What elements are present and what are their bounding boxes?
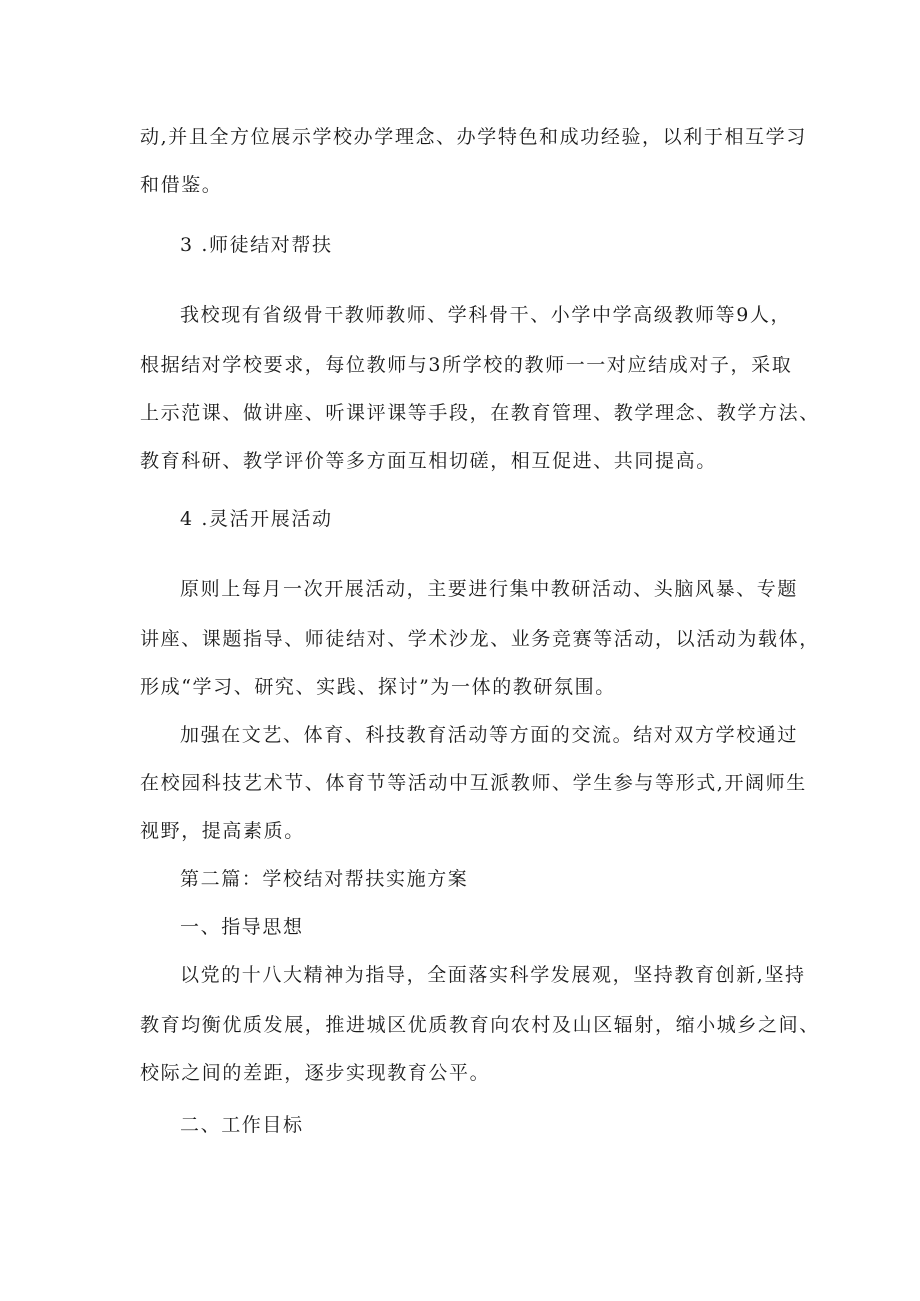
paragraph-line: 形成“学习、研究、实践、探讨”为一体的教研氛围。: [140, 676, 616, 698]
paragraph-line: 教育均衡优质发展，推进城区优质教育向农村及山区辐射，缩小城乡之间、: [140, 1014, 820, 1036]
section-title: 第二篇：学校结对帮扶实施方案: [180, 868, 469, 890]
paragraph-line: 原则上每月一次开展活动，主要进行集中教研活动、头脑风暴、专题: [180, 578, 799, 600]
paragraph-line: 加强在文艺、体育、科技教育活动等方面的交流。结对双方学校通过: [180, 724, 799, 746]
paragraph-line: 和借鉴。: [140, 174, 223, 196]
section-heading-work-goals: 二、工作目标: [180, 1114, 304, 1136]
paragraph-line: 视野，提高素质。: [140, 820, 305, 842]
paragraph-line: 根据结对学校要求，每位教师与3所学校的教师一一对应结成对子，采取: [140, 354, 793, 376]
paragraph-line: 教育科研、教学评价等多方面互相切磋，相互促进、共同提高。: [140, 450, 717, 472]
paragraph-line: 校际之间的差距，逐步实现教育公平。: [140, 1062, 491, 1084]
paragraph-line: 上示范课、做讲座、听课评课等手段，在教育管理、教学理念、教学方法、: [140, 402, 820, 424]
paragraph-line: 在校园科技艺术节、体育节等活动中互派教师、学生参与等形式,开阔师生: [140, 772, 807, 794]
subheading-3: 3 .师徒结对帮扶: [180, 234, 333, 256]
paragraph-line: 以党的十八大精神为指导，全面落实科学发展观，坚持教育创新,坚持: [180, 964, 806, 986]
paragraph-line: 我校现有省级骨干教师教师、学科骨干、小学中学高级教师等9人，: [180, 304, 792, 326]
section-heading-guiding-thought: 一、指导思想: [180, 916, 304, 938]
subheading-4: 4 .灵活开展活动: [180, 508, 333, 530]
paragraph-line: 动,并且全方位展示学校办学理念、办学特色和成功经验，以利于相互学习: [140, 126, 807, 148]
paragraph-line: 讲座、课题指导、师徒结对、学术沙龙、业务竞赛等活动，以活动为载体，: [140, 628, 820, 650]
